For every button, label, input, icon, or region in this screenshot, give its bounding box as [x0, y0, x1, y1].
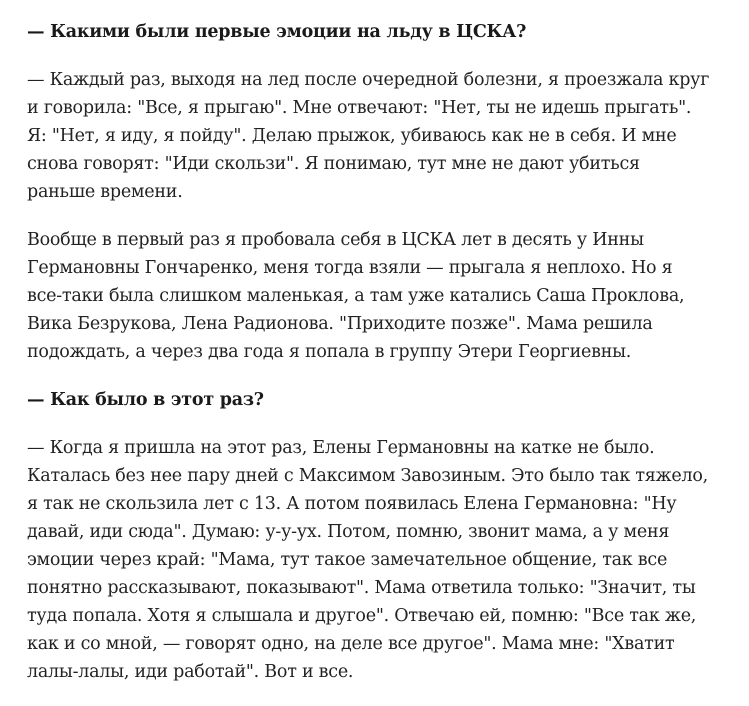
text-line: давай, иди сюда". Думаю: у-у-ух. Потом, помню, звонит мама, а у меня: [27, 522, 670, 542]
text-line: и говорила: "Все, я прыгаю". Мне отвечают: "Нет, ты не идешь прыгать".: [27, 98, 692, 118]
text-line: подождать, а через два года я попала в группу Этери Георгиевны.: [27, 342, 632, 362]
text-line: раньше времени.: [27, 182, 183, 202]
interview-question: [27, 18, 727, 46]
text-line: Германовны Гончаренко, меня тогда взяли — прыгала я неплохо. Но я: [27, 258, 673, 278]
article-body: [27, 18, 727, 706]
text-line: Я: "Нет, я иду, я пойду". Делаю прыжок, убиваюсь как не в себя. И мне: [27, 126, 677, 146]
interview-answer: [27, 434, 727, 686]
text-line: как и со мной, — говорят одно, на деле все другое". Мама мне: "Хватит: [27, 634, 675, 654]
text-line: я так не скользила лет с 13. А потом появилась Елена Германовна: "Ну: [27, 494, 677, 514]
text-line: — Когда я пришла на этот раз, Елены Германовны на катке не было.: [27, 438, 655, 458]
text-line: — Как было в этот раз?: [27, 390, 264, 410]
text-line: все-таки была слишком маленькая, а там уже катались Саша Проклова,: [27, 286, 685, 306]
interview-answer: [27, 66, 727, 206]
text-line: лалы-лалы, иди работай". Вот и все.: [27, 662, 354, 682]
text-line: эмоции через край: "Мама, тут такое замечательное общение, так все: [27, 550, 668, 570]
text-line: снова говорят: "Иди скользи". Я понимаю, тут мне не дают убиться: [27, 154, 640, 174]
interview-question: [27, 386, 727, 414]
text-line: Каталась без нее пару дней с Максимом Завозиным. Это было так тяжело,: [27, 466, 708, 486]
text-line: — Каждый раз, выходя на лед после очередной болезни, я проезжала круг: [27, 70, 710, 90]
text-line: понятно рассказывают, показывают". Мама ответила только: "Значит, ты: [27, 578, 696, 598]
text-line: — Какими были первые эмоции на льду в ЦСКА?: [27, 22, 527, 42]
interview-answer: [27, 226, 727, 366]
text-line: туда попала. Хотя я слышала и другое". Отвечаю ей, помню: "Все так же,: [27, 606, 697, 626]
text-line: Вообще в первый раз я пробовала себя в ЦСКА лет в десять у Инны: [27, 230, 644, 250]
text-line: Вика Безрукова, Лена Радионова. "Приходите позже". Мама решила: [27, 314, 653, 334]
